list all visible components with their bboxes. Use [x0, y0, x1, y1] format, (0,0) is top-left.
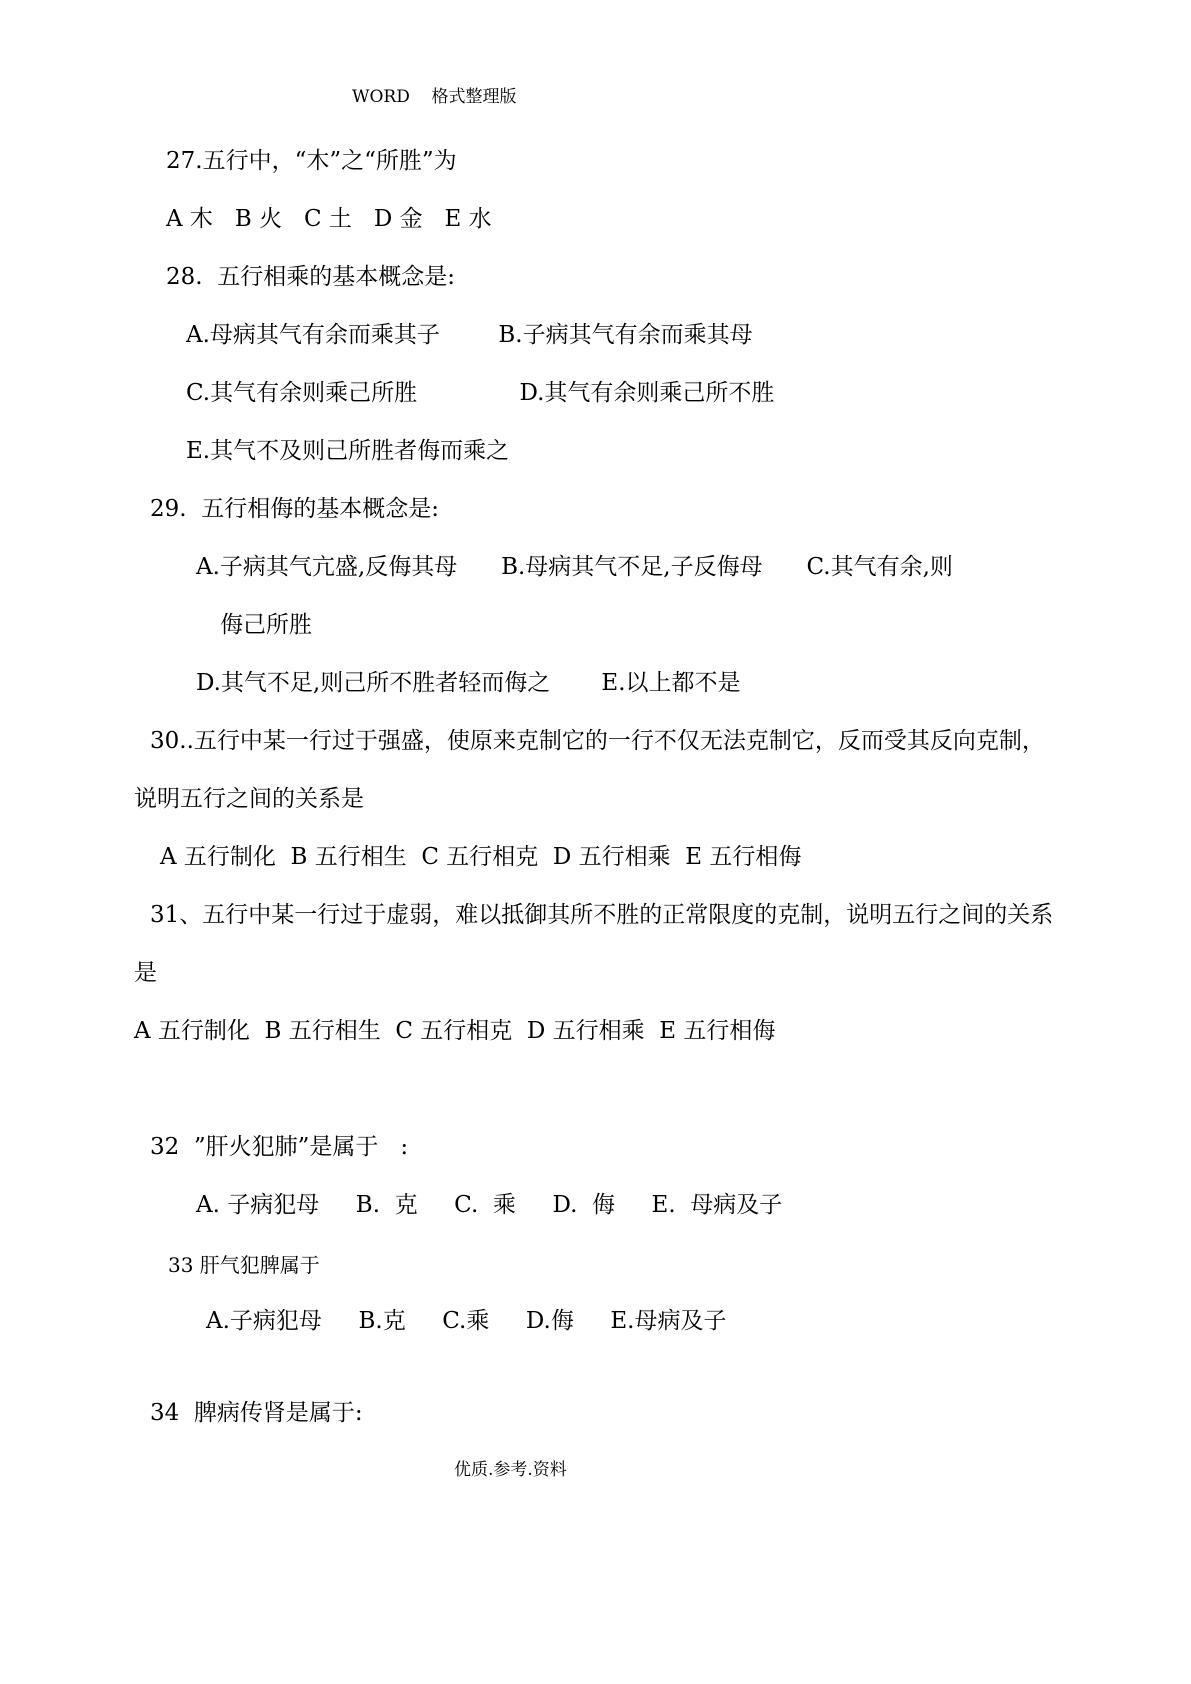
question-27: 27.五行中，“木”之“所胜”为: [166, 148, 457, 174]
question-29-options-de: D.其气不足,则己所不胜者轻而侮之 E.以上都不是: [196, 670, 741, 696]
question-30-cont: 说明五行之间的关系是: [134, 786, 364, 812]
question-29: 29. 五行相侮的基本概念是:: [150, 496, 439, 522]
question-28: 28. 五行相乘的基本概念是:: [166, 264, 455, 290]
page-header: WORD 格式整理版: [352, 87, 517, 107]
page-footer: 优质.参考.资料: [454, 1460, 567, 1480]
question-34: 34 脾病传肾是属于:: [150, 1400, 363, 1426]
question-29-options-abc: A.子病其气亢盛,反侮其母 B.母病其气不足,子反侮母 C.其气有余,则: [196, 554, 953, 580]
question-31-cont: 是: [134, 960, 157, 986]
question-33: 33 肝气犯脾属于: [168, 1253, 320, 1277]
question-31: 31、五行中某一行过于虚弱，难以抵御其所不胜的正常限度的克制，说明五行之间的关系: [150, 902, 1054, 928]
question-31-options: A 五行制化 B 五行相生 C 五行相克 D 五行相乘 E 五行相侮: [134, 1018, 776, 1044]
question-32-options: A. 子病犯母 B. 克 C. 乘 D. 侮 E. 母病及子: [196, 1192, 783, 1218]
question-32: 32 ”肝火犯肺”是属于 :: [150, 1134, 409, 1160]
question-28-options-ab: A.母病其气有余而乘其子 B.子病其气有余而乘其母: [186, 322, 753, 348]
question-33-options: A.子病犯母 B.克 C.乘 D.侮 E.母病及子: [206, 1308, 727, 1334]
question-30-options: A 五行制化 B 五行相生 C 五行相克 D 五行相乘 E 五行相侮: [160, 844, 802, 870]
question-30: 30..五行中某一行过于强盛，使原来克制它的一行不仅无法克制它，反而受其反向克制，: [150, 728, 1045, 754]
question-27-options: A 木 B 火 C 土 D 金 E 水: [166, 206, 492, 232]
question-28-option-e: E.其气不及则己所胜者侮而乘之: [186, 438, 510, 464]
question-28-options-cd: C.其气有余则乘己所胜 D.其气有余则乘己所不胜: [186, 380, 775, 406]
question-29-option-c-cont: 侮己所胜: [220, 612, 312, 638]
